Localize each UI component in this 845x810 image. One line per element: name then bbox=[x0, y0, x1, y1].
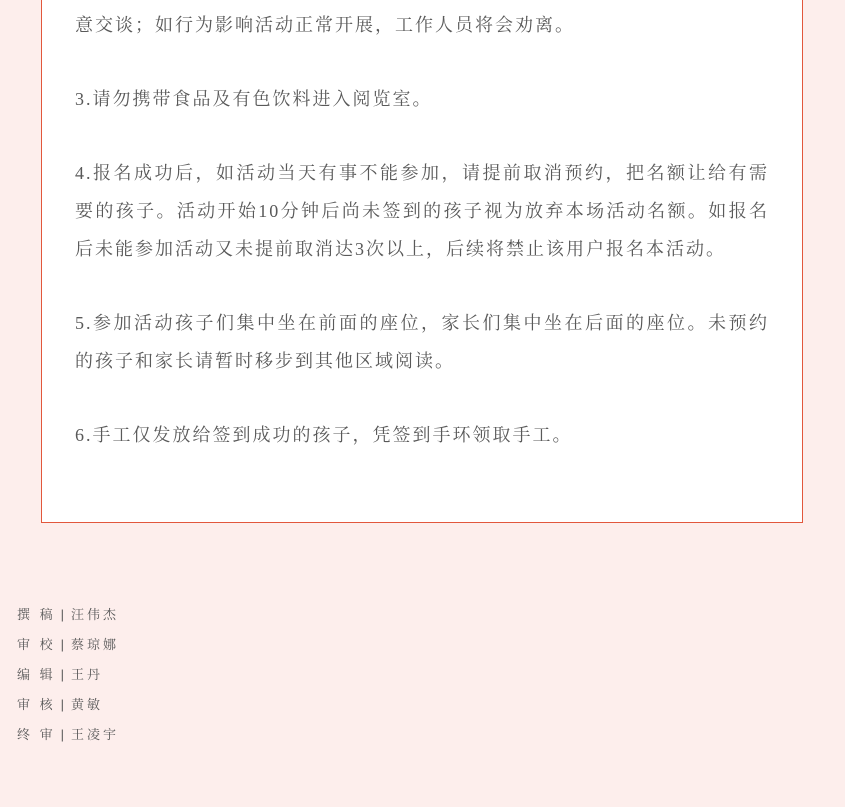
credit-separator: | bbox=[60, 607, 65, 622]
credit-name: 蔡琼娜 bbox=[71, 637, 120, 652]
credit-role: 编 辑 bbox=[17, 667, 56, 682]
credit-name: 黄敏 bbox=[71, 697, 104, 712]
notice-rule-5: 5.参加活动孩子们集中坐在前面的座位，家长们集中坐在后面的座位。未预约的孩子和家长请暂时移步到其他区域阅读。 bbox=[75, 313, 769, 371]
notice-rule-4: 4.报名成功后，如活动当天有事不能参加，请提前取消预约，把名额让给有需要的孩子。活动开始10分钟后尚未签到的孩子视为放弃本场活动名额。如报名后未能参加活动又未提前取消达3次以上，后续将禁止该用户报名本活动。 bbox=[75, 163, 769, 259]
notice-rules-box bbox=[41, 0, 803, 523]
credit-name: 汪伟杰 bbox=[71, 607, 120, 622]
credit-role: 审 校 bbox=[17, 637, 56, 652]
credit-separator: | bbox=[60, 697, 65, 712]
credit-row-reviewer bbox=[17, 690, 119, 720]
credit-separator: | bbox=[60, 637, 65, 652]
credit-role: 终 审 bbox=[17, 727, 56, 742]
credit-row-writer bbox=[17, 600, 119, 630]
credit-row-proofreader bbox=[17, 630, 119, 660]
notice-rule-3: 3.请勿携带食品及有色饮料进入阅览室。 bbox=[75, 89, 433, 109]
credit-name: 王丹 bbox=[71, 667, 104, 682]
credit-row-final-reviewer bbox=[17, 720, 119, 750]
credit-separator: | bbox=[60, 727, 65, 742]
credit-row-editor bbox=[17, 660, 119, 690]
credit-role: 审 核 bbox=[17, 697, 56, 712]
credit-role: 撰 稿 bbox=[17, 607, 56, 622]
notice-intro-line: 意交谈；如行为影响活动正常开展，工作人员将会劝离。 bbox=[75, 15, 575, 35]
credit-name: 王凌宇 bbox=[71, 727, 120, 742]
notice-rule-6: 6.手工仅发放给签到成功的孩子，凭签到手环领取手工。 bbox=[75, 425, 573, 445]
credit-separator: | bbox=[60, 667, 65, 682]
credits-block bbox=[17, 600, 119, 750]
